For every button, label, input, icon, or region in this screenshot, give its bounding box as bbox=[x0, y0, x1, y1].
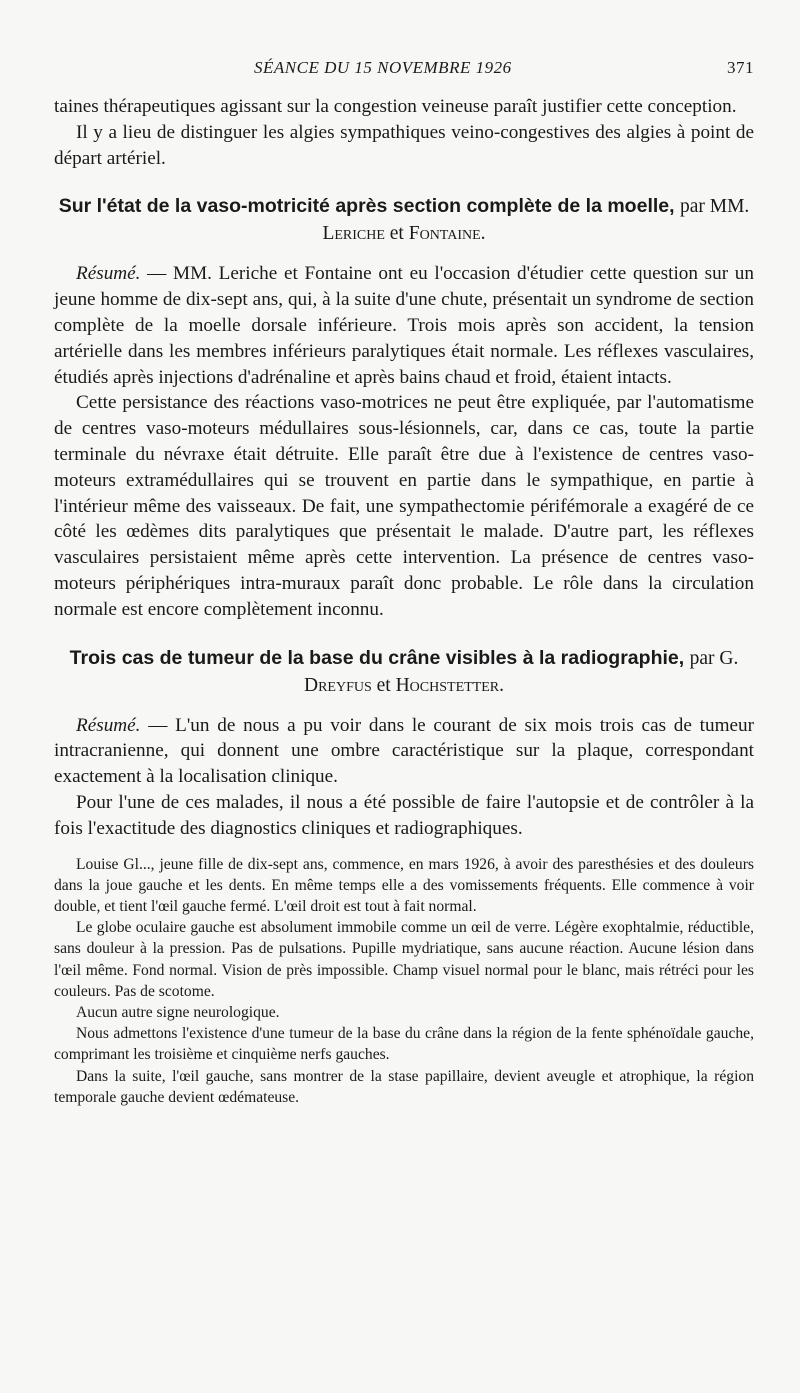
running-header bbox=[54, 58, 754, 82]
case-paragraph: Nous admettons l'existence d'une tumeur de la base du crâne dans la région de la fente sphénoïdale gauche, comprimant les troisième et cinquième nerfs gauches. bbox=[54, 1025, 754, 1064]
article2-title-text: Trois cas de tumeur de la base du crâne visibles à la radiographie, bbox=[69, 646, 685, 669]
article1-title-text: Sur l'état de la vaso-motricité après section complète de la moelle, bbox=[58, 195, 675, 218]
article1-byline-prefix: par MM. bbox=[679, 196, 750, 218]
article2-byline-and: et bbox=[376, 674, 391, 696]
article1-author1: Leriche bbox=[322, 223, 385, 245]
page-number: 371 bbox=[727, 58, 754, 77]
article1-byline-and: et bbox=[389, 223, 404, 245]
article1-p1-text: — MM. Leriche et Fontaine ont eu l'occasion d'étudier cette question sur un jeune homme de dix-sept ans, qui, à la suite d'une chute, présentait un syndrome de section complète de la moelle dorsale inférieure. Trois mois après son accident, la tension artérielle dans les membres inférieurs paralytiques était normale. Les réflexes vasculaires, étudiés après injections d'adrénaline et après bains chaud et froid, étaient intacts. bbox=[54, 263, 754, 388]
article1-author2: Fontaine. bbox=[408, 223, 486, 245]
article2-author2: Hochstetter. bbox=[395, 674, 504, 696]
running-title: SÉANCE DU 15 NOVEMBRE 1926 bbox=[254, 58, 512, 77]
article1-paragraph-1 bbox=[54, 261, 754, 390]
intro-paragraph-2: Il y a lieu de distinguer les algies sympathiques veino-congestives des algies à point de départ artériel. bbox=[54, 121, 754, 169]
case-paragraph: Louise Gl..., jeune fille de dix-sept ans, commence, en mars 1926, à avoir des paresthésies et des douleurs dans la joue gauche et les dents. En même temps elle a des vomissements fréquents. Elle commence à voir double, et tient l'œil gauche fermé. L'œil droit est tout à fait normal. bbox=[54, 855, 754, 915]
article2-resume-label: Résumé. bbox=[76, 714, 141, 736]
article1-paragraph-2: Cette persistance des réactions vaso-motrices ne peut être expliquée, par l'automatisme de centres vaso-moteurs médullaires sous-lésionnels, car, dans ce cas, toute la partie terminale du névraxe était détruite. Elle paraît être due à l'existence de centres vaso-moteurs extramédullaires qui se trouvent en partie dans le sympathique, en partie à l'intérieur même des vaisseaux. De fait, une sympathectomie périfémorale a exagéré de ce côté les œdèmes dits paralytiques que présentait le malade. D'autre part, les réflexes vasculaires persistaient même après cette intervention. La présence de centres vaso-moteurs périphériques intra-muraux paraît donc probable. Le rôle dans la circulation normale est encore complètement inconnu. bbox=[54, 392, 754, 620]
article2-title bbox=[54, 645, 754, 699]
case-paragraph: Le globe oculaire gauche est absolument immobile comme un œil de verre. Légère exophtalmie, réductible, sans douleur à la pression. Pas de pulsations. Pupille mydriatique, sans aucune réaction. Aucune lésion dans l'œil même. Fond normal. Vision de près impossible. Champ visuel normal pour le blanc, mais rétréci pour les couleurs. Pas de scotome. bbox=[54, 919, 754, 1000]
case-paragraph: Dans la suite, l'œil gauche, sans montrer de la stase papillaire, devient aveugle et atrophique, la région temporale gauche devient œdémateuse. bbox=[54, 1067, 754, 1106]
article1-title bbox=[54, 193, 754, 247]
intro-paragraph-1: taines thérapeutiques agissant sur la congestion veineuse paraît justifier cette conception. bbox=[54, 96, 737, 117]
article2-byline-prefix: par G. bbox=[689, 647, 739, 669]
article2-author1: Dreyfus bbox=[304, 674, 372, 696]
article1-resume-label: Résumé. bbox=[76, 263, 141, 285]
body-text bbox=[54, 94, 754, 1108]
article2-paragraph-2: Pour l'une de ces malades, il nous a été possible de faire l'autopsie et de contrôler à la fois l'exactitude des diagnostics cliniques et radiographiques. bbox=[54, 791, 754, 839]
article2-paragraph-1 bbox=[54, 713, 754, 790]
case-paragraph: Aucun autre signe neurologique. bbox=[76, 1003, 280, 1021]
article2-p1-text: — L'un de nous a pu voir dans le courant de six mois trois cas de tumeur intracranienne, qui donnent une ombre caractéristique sur la plaque, correspondant exactement à la localisation clinique. bbox=[54, 714, 754, 788]
